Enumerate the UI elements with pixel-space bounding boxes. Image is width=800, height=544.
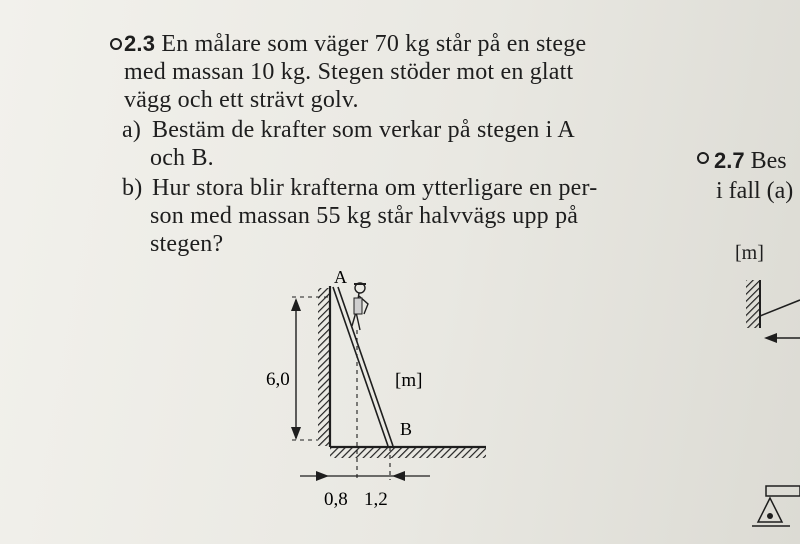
next-problem-line-2: i fall (a): [716, 178, 794, 204]
unit-label: [m]: [395, 370, 423, 391]
next-problem-bullet-icon: [697, 152, 709, 164]
wall-hatching: [318, 288, 330, 446]
arrow-right-icon: [316, 471, 329, 481]
problem-statement-line-3: vägg och ett strävt golv.: [124, 87, 359, 113]
part-a-line-2: och B.: [150, 145, 214, 171]
part-b-line-2: son med massan 55 kg står halvvägs upp på: [150, 203, 579, 229]
dimension-left-label: 0,8: [324, 489, 348, 510]
problem-statement-line-1: 2.3 En målare som väger 70 kg står på en stege: [124, 31, 587, 57]
height-label: 6,0: [266, 369, 290, 390]
part-a-label: a): [122, 117, 142, 143]
arrow-down-icon: [291, 427, 301, 440]
next-problem-number: 2.7: [714, 148, 745, 173]
part-b-label: b): [122, 175, 143, 201]
point-a-label: A: [334, 267, 347, 287]
problem-statement-line-2: med massan 10 kg. Stegen stöder mot en glatt: [124, 59, 574, 85]
next-problem-line-1: 2.7 Bes: [714, 148, 787, 174]
next-problem-unit-label: [m]: [735, 242, 764, 264]
problem-number: 2.3: [124, 31, 156, 56]
point-b-label: B: [400, 419, 413, 439]
part-b-line-3: stegen?: [150, 231, 224, 257]
part-b-line-1: Hur stora blir krafterna om ytterligare en per-: [152, 175, 598, 201]
floor-hatching: [330, 447, 486, 458]
arrow-left-icon: [392, 471, 405, 481]
painter-icon: [352, 283, 368, 330]
dimension-right-label: 1,2: [364, 489, 388, 510]
part-a-line-1: Bestäm de krafter som verkar på stegen i A: [152, 117, 575, 143]
arrow-up-icon: [291, 298, 301, 311]
